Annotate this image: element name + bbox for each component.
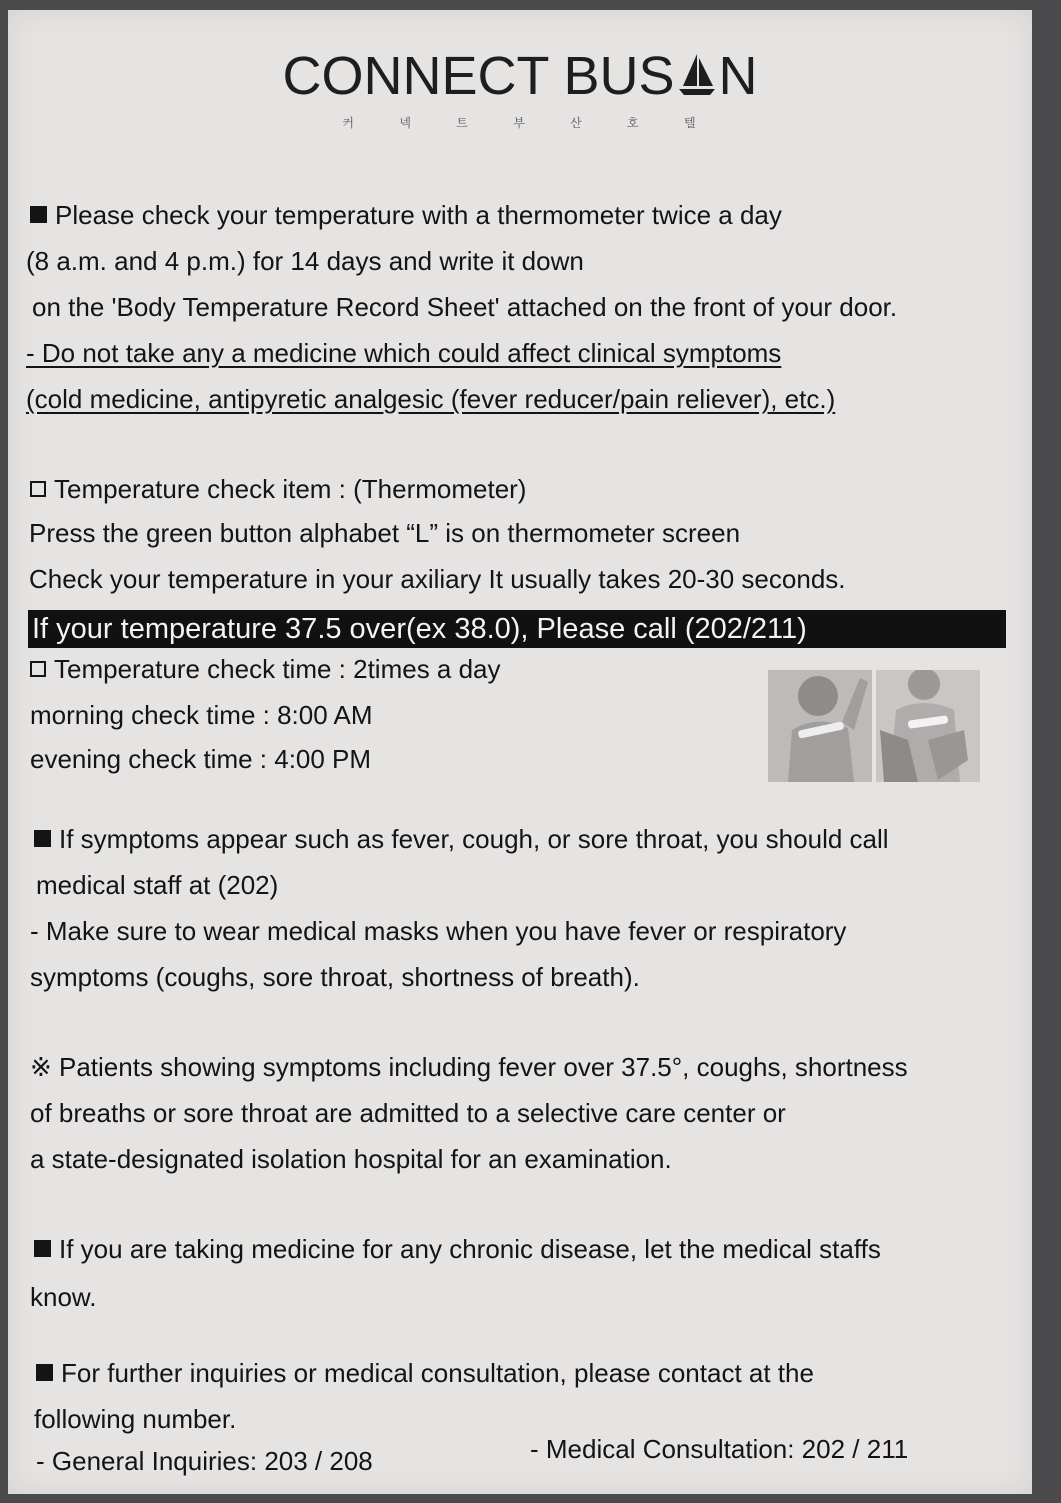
bullet-square-icon (34, 830, 51, 847)
bullet-square-icon (34, 1240, 51, 1257)
medicine-warning: (cold medicine, antipyretic analgesic (fever reducer/pain reliever), etc.) (26, 384, 836, 414)
logo-text-end: N (718, 46, 758, 106)
logo-text: CONNECT BUS (282, 46, 675, 106)
medicine-warning: - Do not take any a medicine which could affect clinical symptoms (26, 338, 782, 368)
note-line: a state-designated isolation hospital for an examination. (30, 1144, 672, 1174)
fever-alert-banner: If your temperature 37.5 over(ex 38.0), Please call (202/211) (28, 610, 1006, 648)
instruction-line: symptoms (coughs, sore throat, shortness of breath). (30, 962, 640, 992)
sailboat-icon (675, 52, 719, 96)
instruction-line: If you are taking medicine for any chronic disease, let the medical staffs (34, 1232, 881, 1266)
instruction-line: (8 a.m. and 4 p.m.) for 14 days and write it down (26, 246, 584, 276)
instruction-line: - Make sure to wear medical masks when you have fever or respiratory (30, 916, 847, 946)
check-item-title: Temperature check item : (Thermometer) (30, 472, 526, 506)
checkbox-square-icon (30, 481, 46, 497)
note-line: ※ Patients showing symptoms including fever over 37.5°, coughs, shortness (30, 1052, 908, 1082)
instruction-line: Check your temperature in your axiliary It usually takes 20-30 seconds. (29, 564, 846, 594)
logo-korean-subtitle: 커 넥 트 부 산 호 텔 (342, 116, 698, 130)
instruction-line: Press the green button alphabet “L” is on thermometer screen (29, 518, 741, 548)
instruction-line: following number. (34, 1404, 237, 1434)
check-time-title: Temperature check time : 2times a day (30, 652, 501, 686)
morning-check-time: morning check time : 8:00 AM (30, 700, 373, 730)
note-line: of breaths or sore throat are admitted to a selective care center or (30, 1098, 786, 1128)
instruction-line: Please check your temperature with a thermometer twice a day (30, 198, 782, 232)
instruction-line: medical staff at (202) (36, 870, 279, 900)
checkbox-square-icon (30, 661, 46, 677)
instruction-line: on the 'Body Temperature Record Sheet' attached on the front of your door. (32, 292, 898, 322)
general-inquiries-number: - General Inquiries: 203 / 208 (36, 1446, 373, 1476)
notice-sheet (8, 10, 1032, 1494)
bullet-square-icon (30, 206, 47, 223)
bullet-square-icon (36, 1364, 53, 1381)
thermometer-illustration (768, 670, 980, 782)
instruction-line: know. (30, 1282, 97, 1312)
instruction-line: For further inquiries or medical consultation, please contact at the (36, 1356, 814, 1390)
hotel-logo (8, 46, 1032, 106)
evening-check-time: evening check time : 4:00 PM (30, 744, 372, 774)
instruction-line: If symptoms appear such as fever, cough, or sore throat, you should call (34, 822, 889, 856)
medical-consultation-number: - Medical Consultation: 202 / 211 (530, 1434, 909, 1464)
